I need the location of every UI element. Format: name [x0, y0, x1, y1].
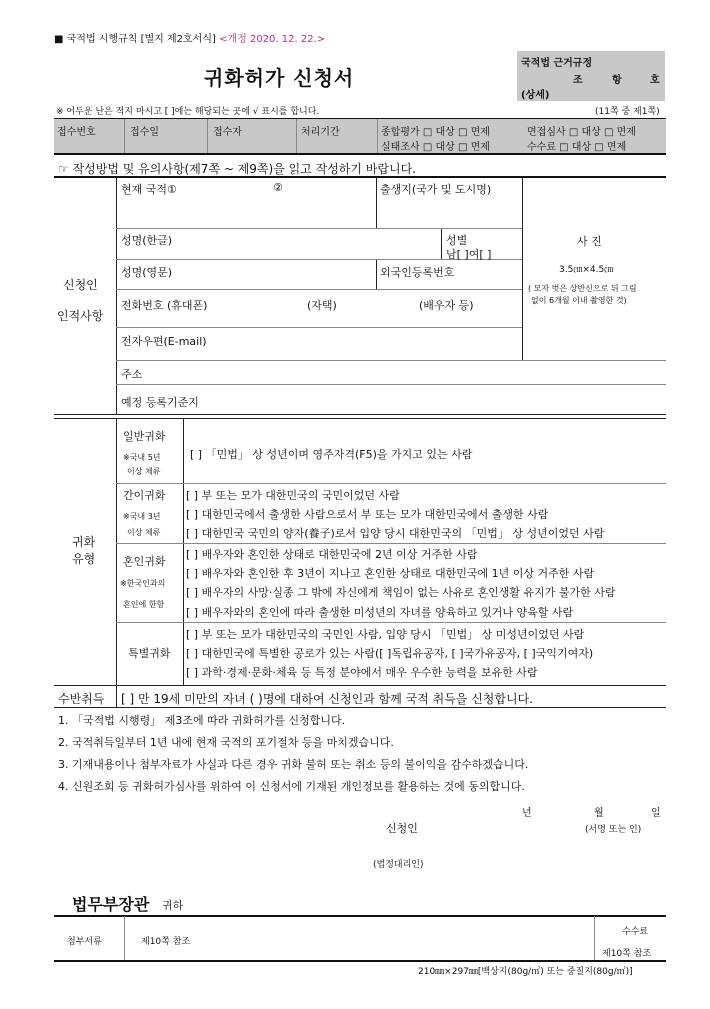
photo-size: 3.5㎝×4.5㎝: [559, 265, 614, 275]
marriage-naturalization-note: ※한국인과의: [120, 579, 166, 588]
applicant-signature-label: 신청인: [386, 822, 418, 835]
simple-naturalization-label: 간이귀화: [123, 489, 166, 502]
receipt-number-label: 접수번호: [57, 127, 96, 138]
photo-note-2: 없이 6개월 이내 촬영한 것): [531, 296, 627, 305]
phone-field[interactable]: [116, 312, 521, 326]
nationality-second-label: ②: [273, 181, 283, 194]
legal-rep-label: (법정대리인): [373, 860, 424, 870]
simple-option[interactable]: [ ] 대한민국에서 출생한 사람으로서 부 또는 모가 대한민국에서 출생한 사람: [186, 508, 549, 521]
photo-label: 사 진: [577, 235, 602, 248]
sign-note: (서명 또는 인): [585, 825, 642, 835]
receipt-date-label: 접수일: [130, 127, 159, 138]
page-info: (11쪽 중 제1쪽): [595, 107, 660, 117]
photo-note: ( 모자 벗은 상반신으로 뒤 그림: [528, 284, 637, 293]
date-day-label: 일: [651, 808, 661, 819]
registration-basis-field[interactable]: [220, 385, 665, 413]
period-label: 처리기간: [301, 127, 340, 138]
date-year-field[interactable]: [440, 800, 520, 816]
simple-option[interactable]: [ ] 대한민국 국민의 양자(養子)로서 입양 당시 대한민국의 「민법」 상 성년이었던 사람: [186, 527, 605, 540]
form-note: ※ 어두운 난은 적지 마시고 [ ]에는 해당되는 곳에 √ 표시를 합니다.: [56, 107, 320, 117]
general-naturalization-note: ※국내 5년: [123, 453, 161, 462]
fee-reference: 제10쪽 참조: [602, 949, 652, 959]
simple-naturalization-note-2: 이상 체류: [127, 528, 161, 537]
basis-jo: 조: [573, 75, 583, 86]
registration-basis-label: 예정 등록기준지: [121, 396, 199, 409]
attachments-label: 첨부서류: [67, 937, 102, 947]
email-label: 전자우편(E-mail): [121, 335, 207, 348]
declaration-item: 3. 기재내용이나 첨부자료가 사실과 다른 경우 귀화 불허 또는 취소 등의 불이익을 감수하겠습니다.: [58, 758, 529, 771]
survey-option: 실태조사 □ 대상 □ 면제: [381, 142, 490, 153]
marriage-option[interactable]: [ ] 배우자와 혼인한 후 3년이 지나고 혼인한 상태로 대한민국에 1년 이상 거주한 사람: [186, 567, 595, 580]
date-month-label: 월: [594, 808, 604, 819]
birthplace-label: 출생지(국가 및 도시명): [380, 183, 492, 196]
name-english-field[interactable]: [116, 278, 376, 288]
marriage-option[interactable]: [ ] 배우자와의 혼인에 따라 출생한 미성년의 자녀를 양육하고 있거나 양육할 사람: [186, 606, 574, 619]
phone-spouse-label: (배우자 등): [419, 299, 474, 312]
special-option[interactable]: [ ] 부 또는 모가 대한민국의 국민인 사람, 입양 당시 「민법」 상 미성년이었던 사람: [186, 628, 585, 641]
type-section-label-2: 유형: [72, 552, 96, 566]
accompany-option[interactable]: [ ] 만 19세 미만의 자녀 ( )명에 대하여 신청인과 함께 국적 취득을 신청합니다.: [121, 692, 533, 706]
amendment-date: <개정 2020. 12. 22.>: [219, 34, 326, 45]
addressee-name: 법무부장관: [72, 895, 150, 914]
accompany-label: 수반취득: [58, 692, 105, 706]
evaluation-option: 종합평가 □ 대상 □ 면제: [381, 127, 490, 138]
form-title: 귀화허가 신청서: [204, 66, 355, 90]
email-field[interactable]: [116, 347, 521, 359]
general-naturalization-note-2: 이상 체류: [127, 467, 161, 476]
address-label: 주소: [121, 368, 143, 381]
simple-naturalization-note: ※국내 3년: [123, 512, 161, 521]
name-korean-label: 성명(한글): [121, 234, 173, 247]
phone-mobile-label: 전화번호 (휴대폰): [121, 299, 208, 312]
name-english-label: 성명(영문): [121, 266, 173, 279]
fee-label: 수수료: [622, 927, 649, 937]
receiver-label: 접수자: [213, 127, 242, 138]
marriage-naturalization-label: 혼인귀화: [123, 555, 166, 568]
nationality-label: 현재 국적①: [121, 183, 177, 196]
declaration-item: 2. 국적취득일부터 1년 내에 현재 국적의 포기절차 등을 마치겠습니다.: [58, 736, 394, 749]
marriage-option[interactable]: [ ] 배우자와 혼인한 상태로 대한민국에 2년 이상 거주한 사람: [186, 548, 478, 561]
addressee-honorific: 귀하: [162, 899, 184, 912]
basis-hang: 항: [612, 75, 622, 86]
date-year-label: 년: [522, 808, 532, 819]
declaration-item: 1. 「국적법 시행령」 제3조에 따라 귀화허가를 신청합니다.: [58, 714, 346, 727]
fee-option: 수수료 □ 대상 □ 면제: [527, 142, 627, 153]
name-korean-field[interactable]: [116, 247, 440, 258]
interview-option: 면접심사 □ 대상 □ 면제: [527, 127, 636, 138]
birthplace-field[interactable]: [377, 196, 521, 227]
basis-ho: 호: [650, 75, 660, 86]
declaration-item: 4. 신원조회 등 귀화허가심사를 위하여 이 신청서에 기재된 개인정보를 활용하는 것에 동의합니다.: [58, 780, 525, 793]
simple-option[interactable]: [ ] 부 또는 모가 대한민국의 국민이었던 사람: [186, 489, 400, 502]
marriage-option[interactable]: [ ] 배우자의 사망·실종 그 밖에 자신에게 책임이 없는 사유로 혼인생활 유지가 불가한 사람: [186, 586, 616, 599]
guide-text: ☞ 작성방법 및 유의사항(제7쪽 ~ 제9쪽)을 읽고 작성하기 바랍니다.: [58, 162, 416, 176]
applicant-section-label-2: 인적사항: [57, 309, 104, 323]
basis-label: 국적법 근거규정: [521, 58, 593, 69]
gender-checkboxes[interactable]: 남[ ]여[ ]: [446, 248, 492, 261]
address-field[interactable]: [150, 361, 665, 383]
basis-detail: (상세): [521, 90, 550, 101]
gender-label: 성별: [446, 234, 468, 247]
applicant-signature-field[interactable]: [430, 816, 580, 834]
special-option[interactable]: [ ] 대한민국에 특별한 공로가 있는 사람([ ]독립유공자, [ ]국가유공자, [ ]국익기여자): [186, 647, 594, 660]
nationality-field[interactable]: [116, 196, 376, 227]
alien-registration-field[interactable]: [377, 278, 521, 288]
attachments-reference: 제10쪽 참조: [141, 937, 191, 947]
general-option[interactable]: [ ] 「민법」 상 성년이며 영주자격(F5)을 가지고 있는 사람: [190, 448, 473, 461]
general-naturalization-label: 일반귀화: [123, 430, 166, 443]
applicant-section-label: 신청인: [63, 278, 98, 292]
phone-home-label: (자택): [307, 299, 337, 312]
special-option[interactable]: [ ] 과학·경제·문화·체육 등 특정 분야에서 매우 우수한 능력을 보유한 사람: [186, 666, 538, 679]
alien-registration-label: 외국인등록번호: [380, 266, 455, 279]
type-section-label: 귀화: [72, 535, 96, 549]
marriage-naturalization-note-2: 혼인에 한함: [123, 600, 165, 609]
special-naturalization-label: 특별귀화: [128, 647, 171, 660]
paper-spec: 210㎜×297㎜[백상지(80g/㎡) 또는 중질지(80g/㎡)]: [418, 967, 633, 977]
regulation-reference: ■ 국적법 시행규칙 [별지 제2호서식] <개정 2020. 12. 22.>: [54, 34, 326, 45]
